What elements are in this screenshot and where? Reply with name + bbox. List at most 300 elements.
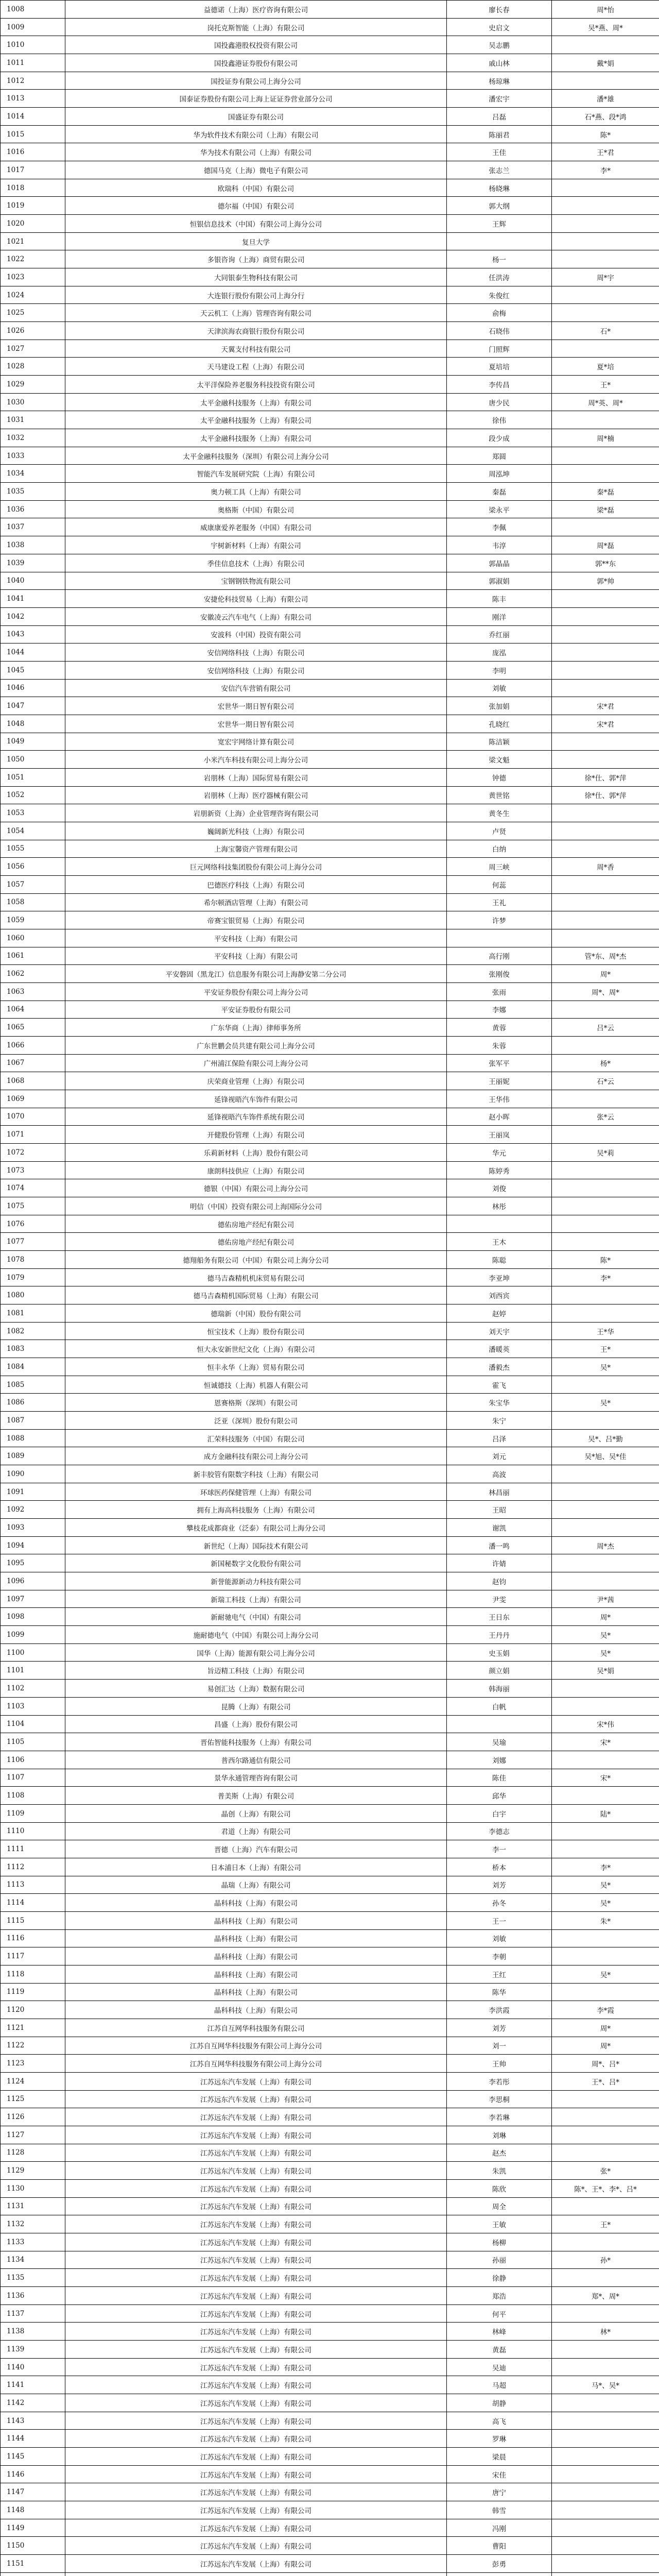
row-number: 1144 bbox=[1, 2430, 65, 2448]
company-name: 江苏远东汽车发展（上海）有限公司 bbox=[65, 2287, 447, 2305]
contact-name: 白宇 bbox=[447, 1804, 552, 1822]
contact-name: 潘一鸣 bbox=[447, 1536, 552, 1554]
company-name: 岩朋林（上海）医疗器械有限公司 bbox=[65, 786, 447, 804]
note bbox=[552, 2448, 659, 2466]
table-row bbox=[1, 1769, 659, 1787]
company-name: 江苏远东汽车发展（上海）有限公司 bbox=[65, 2341, 447, 2359]
note bbox=[552, 447, 659, 465]
contact-name: 彭勇 bbox=[447, 2555, 552, 2573]
table-row bbox=[1, 2572, 659, 2576]
note bbox=[552, 1787, 659, 1805]
contact-name: 韩海丽 bbox=[447, 1680, 552, 1698]
contact-name: 胡静 bbox=[447, 2394, 552, 2412]
table-row bbox=[1, 1501, 659, 1519]
table-row bbox=[1, 1215, 659, 1233]
note bbox=[552, 1036, 659, 1054]
company-name: 明信（中国）投资有限公司上海国际分公司 bbox=[65, 1197, 447, 1215]
contact-name: 尹雯 bbox=[447, 1590, 552, 1608]
row-number: 1122 bbox=[1, 2037, 65, 2055]
row-number: 1124 bbox=[1, 2072, 65, 2090]
row-number: 1061 bbox=[1, 947, 65, 965]
company-name: 平安证券股份有限公司 bbox=[65, 1001, 447, 1019]
note bbox=[552, 1519, 659, 1537]
row-number: 1049 bbox=[1, 733, 65, 751]
row-number: 1016 bbox=[1, 143, 65, 161]
row-number: 1125 bbox=[1, 2090, 65, 2108]
note: 王*华 bbox=[552, 1322, 659, 1340]
company-name: 江苏远东汽车发展（上海）有限公司 bbox=[65, 2465, 447, 2483]
table-row bbox=[1, 2269, 659, 2287]
row-number: 1024 bbox=[1, 286, 65, 304]
company-name: 恒丰永华（上海）贸易有限公司 bbox=[65, 1358, 447, 1376]
contact-name: 赵小晖 bbox=[447, 1108, 552, 1126]
row-number: 1116 bbox=[1, 1929, 65, 1947]
row-number: 1026 bbox=[1, 322, 65, 340]
note bbox=[552, 1412, 659, 1430]
row-number: 1086 bbox=[1, 1394, 65, 1412]
company-name: 江苏远东汽车发展（上海）有限公司 bbox=[65, 2376, 447, 2394]
company-name: 江苏远东汽车发展（上海）有限公司 bbox=[65, 2304, 447, 2323]
note: 王*、吕* bbox=[552, 2072, 659, 2090]
note bbox=[552, 1501, 659, 1519]
contact-name: 王一 bbox=[447, 1911, 552, 1929]
note bbox=[552, 643, 659, 662]
table-row bbox=[1, 250, 659, 268]
company-name: 江苏自互网华科技服务有限公司 bbox=[65, 2019, 447, 2037]
row-number: 1149 bbox=[1, 2519, 65, 2537]
contact-name: 陈丰 bbox=[447, 590, 552, 608]
contact-name: 陈华 bbox=[447, 1983, 552, 2001]
row-number: 1079 bbox=[1, 1268, 65, 1286]
table-row bbox=[1, 733, 659, 751]
contact-name: 廖长春 bbox=[447, 1, 552, 19]
row-number: 1094 bbox=[1, 1536, 65, 1554]
company-name: 日本浦日本（上海）有限公司 bbox=[65, 1858, 447, 1876]
note: 吴*旭、吴*佳 bbox=[552, 1447, 659, 1465]
table-row bbox=[1, 1036, 659, 1054]
company-name: 延锋视晤汽车饰件系统有限公司 bbox=[65, 1108, 447, 1126]
note: 吴* bbox=[552, 1894, 659, 1912]
table-row bbox=[1, 483, 659, 501]
company-name: 江苏远东汽车发展（上海）有限公司 bbox=[65, 2197, 447, 2215]
table-row bbox=[1, 1840, 659, 1858]
note: 吴* bbox=[552, 1643, 659, 1662]
table-row bbox=[1, 1358, 659, 1376]
note: 秦*磊 bbox=[552, 483, 659, 501]
table-row bbox=[1, 875, 659, 893]
company-name: 攀枝花成都商业（泛泰）有限公司上海分公司 bbox=[65, 1519, 447, 1537]
note: 徐*仕、郭*萍 bbox=[552, 768, 659, 786]
company-name: 施耐德电气（中国）有限公司上海分公司 bbox=[65, 1626, 447, 1644]
table-row bbox=[1, 2215, 659, 2233]
company-name: 益德诺（上海）医疗咨询有限公司 bbox=[65, 1, 447, 19]
row-number: 1045 bbox=[1, 661, 65, 679]
row-number: 1085 bbox=[1, 1376, 65, 1394]
table-row bbox=[1, 179, 659, 197]
table-row bbox=[1, 161, 659, 179]
company-name: 开健股份管理（上海）有限公司 bbox=[65, 1126, 447, 1144]
row-number: 1048 bbox=[1, 715, 65, 733]
note: 周*英、周* bbox=[552, 393, 659, 411]
note: 吴*娟 bbox=[552, 1662, 659, 1680]
row-number: 1023 bbox=[1, 268, 65, 286]
company-name: 宽宏宇网络计算有限公司 bbox=[65, 733, 447, 751]
company-name: 昌盛（上海）股份有限公司 bbox=[65, 1715, 447, 1733]
table-row bbox=[1, 36, 659, 54]
company-name: 国华（上海）能源有限公司上海分公司 bbox=[65, 1643, 447, 1662]
table-row bbox=[1, 697, 659, 715]
row-number: 1141 bbox=[1, 2376, 65, 2394]
company-name: 江苏远东汽车发展（上海）有限公司 bbox=[65, 2126, 447, 2144]
contact-name: 王辉 bbox=[447, 215, 552, 233]
contact-name: 段少成 bbox=[447, 429, 552, 447]
row-number: 1022 bbox=[1, 250, 65, 268]
company-name: 上海宝馨资产管理有限公司 bbox=[65, 840, 447, 858]
contact-name: 潘毅杰 bbox=[447, 1358, 552, 1376]
row-number: 1112 bbox=[1, 1858, 65, 1876]
note bbox=[552, 929, 659, 947]
company-name: 安捷伦科技贸易（上海）有限公司 bbox=[65, 590, 447, 608]
contact-name: 李明 bbox=[447, 661, 552, 679]
contact-name: 卢贤 bbox=[447, 822, 552, 840]
company-name: 宝钢钢铁物流有限公司 bbox=[65, 572, 447, 590]
table-row bbox=[1, 18, 659, 36]
contact-name: 周泓坤 bbox=[447, 465, 552, 483]
note: 管*东、周*杰 bbox=[552, 947, 659, 965]
table-row bbox=[1, 1072, 659, 1090]
contact-name: 徐伟 bbox=[447, 411, 552, 429]
table-row bbox=[1, 625, 659, 643]
contact-name: 宋佳 bbox=[447, 2465, 552, 2483]
table-row bbox=[1, 500, 659, 518]
row-number: 1052 bbox=[1, 786, 65, 804]
note bbox=[552, 2572, 659, 2576]
contact-name: 刘俊 bbox=[447, 1179, 552, 1197]
row-number: 1018 bbox=[1, 179, 65, 197]
contact-name: 郭淑娟 bbox=[447, 572, 552, 590]
note: 朱* bbox=[552, 1911, 659, 1929]
company-name: 恒宝技术（上海）股份有限公司 bbox=[65, 1322, 447, 1340]
note bbox=[552, 250, 659, 268]
row-number: 1069 bbox=[1, 1090, 65, 1108]
note bbox=[552, 2144, 659, 2162]
note: 陆* bbox=[552, 1804, 659, 1822]
contact-name: 赵杰 bbox=[447, 2144, 552, 2162]
note bbox=[552, 1680, 659, 1698]
contact-name: 何平 bbox=[447, 2304, 552, 2323]
table-row bbox=[1, 1019, 659, 1037]
company-name: 晶创（上海）有限公司 bbox=[65, 1804, 447, 1822]
contact-name: 林峰 bbox=[447, 2323, 552, 2341]
note bbox=[552, 893, 659, 911]
contact-name: 周三峡 bbox=[447, 858, 552, 876]
row-number: 1020 bbox=[1, 215, 65, 233]
row-number: 1028 bbox=[1, 358, 65, 376]
row-number: 1046 bbox=[1, 679, 65, 697]
contact-name: 白纳 bbox=[447, 840, 552, 858]
contact-name: 王华伟 bbox=[447, 1090, 552, 1108]
row-number: 1081 bbox=[1, 1304, 65, 1323]
row-number: 1036 bbox=[1, 500, 65, 518]
contact-name: 刘敏 bbox=[447, 1929, 552, 1947]
contact-name: 杨柳 bbox=[447, 2233, 552, 2251]
row-number: 1148 bbox=[1, 2501, 65, 2519]
table-row bbox=[1, 1126, 659, 1144]
table-row bbox=[1, 1697, 659, 1715]
company-name: 岩朋林（上海）国际贸易有限公司 bbox=[65, 768, 447, 786]
table-row bbox=[1, 268, 659, 286]
company-name: 巍阔新光科技（上海）有限公司 bbox=[65, 822, 447, 840]
company-name: 江苏远东汽车发展（上海）有限公司 bbox=[65, 2323, 447, 2341]
note: 吴* bbox=[552, 1965, 659, 1983]
row-number: 1130 bbox=[1, 2179, 65, 2197]
row-number: 1137 bbox=[1, 2304, 65, 2323]
note bbox=[552, 2430, 659, 2448]
contact-name: 邱华 bbox=[447, 1787, 552, 1805]
contact-name bbox=[447, 232, 552, 250]
contact-name: 张加娟 bbox=[447, 697, 552, 715]
row-number: 1146 bbox=[1, 2465, 65, 2483]
contact-name: 赵婷 bbox=[447, 1304, 552, 1323]
table-row bbox=[1, 1376, 659, 1394]
row-number: 1135 bbox=[1, 2269, 65, 2287]
table-row bbox=[1, 2197, 659, 2215]
note bbox=[552, 215, 659, 233]
table-row bbox=[1, 2126, 659, 2144]
contact-name: 郑浩 bbox=[447, 2287, 552, 2305]
contact-name: 孙丽 bbox=[447, 2251, 552, 2269]
row-number: 1019 bbox=[1, 197, 65, 215]
table-row bbox=[1, 54, 659, 72]
contact-name: 刘芳 bbox=[447, 1876, 552, 1894]
note bbox=[552, 1215, 659, 1233]
row-number: 1107 bbox=[1, 1769, 65, 1787]
contact-name: 朱凯 bbox=[447, 2162, 552, 2180]
table-row bbox=[1, 1787, 659, 1805]
table-row bbox=[1, 2448, 659, 2466]
contact-name: 杨晓琳 bbox=[447, 179, 552, 197]
table-row bbox=[1, 679, 659, 697]
note bbox=[552, 661, 659, 679]
contact-name: 郭晶晶 bbox=[447, 554, 552, 572]
table-row bbox=[1, 1090, 659, 1108]
company-name: 天马建设工程（上海）有限公司 bbox=[65, 358, 447, 376]
table-row bbox=[1, 1536, 659, 1554]
row-number: 1103 bbox=[1, 1697, 65, 1715]
table-row bbox=[1, 1626, 659, 1644]
company-name: 江苏远东汽车发展（上海）有限公司 bbox=[65, 2448, 447, 2466]
company-name: 恒大永安新世纪文化（上海）有限公司 bbox=[65, 1340, 447, 1358]
note bbox=[552, 2519, 659, 2537]
company-name: 新世纪（上海）国际技术有限公司 bbox=[65, 1536, 447, 1554]
row-number: 1089 bbox=[1, 1447, 65, 1465]
row-number: 1084 bbox=[1, 1358, 65, 1376]
note bbox=[552, 197, 659, 215]
row-number: 1136 bbox=[1, 2287, 65, 2305]
contact-name: 林彤 bbox=[447, 1197, 552, 1215]
table-row bbox=[1, 2001, 659, 2019]
contact-name: 任洪涛 bbox=[447, 268, 552, 286]
row-number: 1128 bbox=[1, 2144, 65, 2162]
table-row bbox=[1, 2501, 659, 2519]
row-number: 1053 bbox=[1, 804, 65, 822]
contact-name: 李若彤 bbox=[447, 2072, 552, 2090]
note: 陈* bbox=[552, 1251, 659, 1269]
row-number: 1113 bbox=[1, 1876, 65, 1894]
row-number: 1120 bbox=[1, 2001, 65, 2019]
contact-name: 王帅 bbox=[447, 2055, 552, 2073]
row-number: 1140 bbox=[1, 2358, 65, 2376]
row-number: 1139 bbox=[1, 2341, 65, 2359]
contact-name: 李洪霞 bbox=[447, 2001, 552, 2019]
note bbox=[552, 1126, 659, 1144]
row-number: 1129 bbox=[1, 2162, 65, 2180]
row-number: 1114 bbox=[1, 1894, 65, 1912]
note bbox=[552, 1983, 659, 2001]
note bbox=[552, 2197, 659, 2215]
note: 郑*、周* bbox=[552, 2287, 659, 2305]
company-name: 江苏远东汽车发展（上海）有限公司 bbox=[65, 2430, 447, 2448]
note bbox=[552, 1822, 659, 1840]
note bbox=[552, 840, 659, 858]
contact-name: 刘芳 bbox=[447, 2019, 552, 2037]
table-row bbox=[1, 661, 659, 679]
row-number: 1042 bbox=[1, 607, 65, 625]
note bbox=[552, 590, 659, 608]
table-row bbox=[1, 2430, 659, 2448]
note: 张*云 bbox=[552, 1108, 659, 1126]
note: 周*宇 bbox=[552, 268, 659, 286]
table-row bbox=[1, 215, 659, 233]
row-number: 1011 bbox=[1, 54, 65, 72]
row-number: 1131 bbox=[1, 2197, 65, 2215]
contact-name: 刘天宇 bbox=[447, 1322, 552, 1340]
contact-name: 陈洁颖 bbox=[447, 733, 552, 751]
contact-name: 刘琳 bbox=[447, 2126, 552, 2144]
row-number: 1145 bbox=[1, 2448, 65, 2466]
company-name: 新瑞工科技（上海）有限公司 bbox=[65, 1590, 447, 1608]
contact-name: 孔晓红 bbox=[447, 715, 552, 733]
table-row bbox=[1, 1554, 659, 1572]
company-name: 德佑房地产经纪有限公司 bbox=[65, 1233, 447, 1251]
row-number: 1121 bbox=[1, 2019, 65, 2037]
row-number: 1133 bbox=[1, 2233, 65, 2251]
table-row bbox=[1, 1251, 659, 1269]
row-number: 1102 bbox=[1, 1680, 65, 1698]
table-row bbox=[1, 2323, 659, 2341]
row-number: 1041 bbox=[1, 590, 65, 608]
company-name: 国投鑫港证券股份有限公司 bbox=[65, 54, 447, 72]
note bbox=[552, 1554, 659, 1572]
note bbox=[552, 2537, 659, 2555]
contact-name: 吴迪 bbox=[447, 2358, 552, 2376]
contact-name: 吕磊 bbox=[447, 108, 552, 126]
row-number: 1118 bbox=[1, 1965, 65, 1983]
note bbox=[552, 2483, 659, 2501]
row-number: 1058 bbox=[1, 893, 65, 911]
note: 周* bbox=[552, 965, 659, 983]
contact-name: 王红 bbox=[447, 1965, 552, 1983]
company-name: 国投证券有限公司上海分公司 bbox=[65, 72, 447, 90]
table-row bbox=[1, 1947, 659, 1965]
row-number: 1082 bbox=[1, 1322, 65, 1340]
contact-name: 王丹丹 bbox=[447, 1626, 552, 1644]
table-row bbox=[1, 1322, 659, 1340]
table-row bbox=[1, 2394, 659, 2412]
table-body bbox=[1, 1, 659, 2576]
contact-name: 俞梅 bbox=[447, 304, 552, 322]
row-number: 1063 bbox=[1, 982, 65, 1001]
table-row bbox=[1, 1394, 659, 1412]
contact-name: 吴志鹏 bbox=[447, 36, 552, 54]
note: 徐*仕、郭*萍 bbox=[552, 786, 659, 804]
contact-name: 陈佳 bbox=[447, 1769, 552, 1787]
row-number: 1055 bbox=[1, 840, 65, 858]
contact-name: 许婧 bbox=[447, 1554, 552, 1572]
company-name: 欧瑞科（中国）有限公司 bbox=[65, 179, 447, 197]
contact-name: 刘元 bbox=[447, 1447, 552, 1465]
note bbox=[552, 411, 659, 429]
note: 宋*君 bbox=[552, 715, 659, 733]
company-name: 晶瑞（上海）有限公司 bbox=[65, 1876, 447, 1894]
company-name: 普西尔路通信有限公司 bbox=[65, 1751, 447, 1769]
company-name: 江苏远东汽车发展（上海）有限公司 bbox=[65, 2501, 447, 2519]
row-number: 1075 bbox=[1, 1197, 65, 1215]
contact-name: 韦淳 bbox=[447, 536, 552, 554]
company-name: 江苏远东汽车发展（上海）有限公司 bbox=[65, 2251, 447, 2269]
contact-name: 黄蓉 bbox=[447, 1019, 552, 1037]
company-name: 晶科科技（上海）有限公司 bbox=[65, 2001, 447, 2019]
company-name: 汇荣科技服务（中国）有限公司 bbox=[65, 1429, 447, 1447]
table-row bbox=[1, 554, 659, 572]
company-name: 景华永通管理咨询有限公司 bbox=[65, 1769, 447, 1787]
note bbox=[552, 518, 659, 536]
table-row bbox=[1, 2412, 659, 2430]
note: 张* bbox=[552, 2162, 659, 2180]
contact-name: 何蕊 bbox=[447, 875, 552, 893]
table-row bbox=[1, 715, 659, 733]
row-number: 1066 bbox=[1, 1036, 65, 1054]
table-row bbox=[1, 1715, 659, 1733]
note bbox=[552, 607, 659, 625]
company-name: 广州浦江保险有限公司上海分公司 bbox=[65, 1054, 447, 1072]
company-name: 奥力顿工具（上海）有限公司 bbox=[65, 483, 447, 501]
table-row bbox=[1, 286, 659, 304]
contact-name: 陈婷秀 bbox=[447, 1161, 552, 1179]
contact-name: 门照辉 bbox=[447, 340, 552, 358]
contact-name: 刘一 bbox=[447, 2037, 552, 2055]
company-name: 安徽凌云汽车电气（上海）有限公司 bbox=[65, 607, 447, 625]
note bbox=[552, 1233, 659, 1251]
note: 宋*君 bbox=[552, 697, 659, 715]
row-number: 1017 bbox=[1, 161, 65, 179]
row-number: 1093 bbox=[1, 1519, 65, 1537]
note: 王* bbox=[552, 1340, 659, 1358]
note bbox=[552, 1286, 659, 1304]
row-number: 1111 bbox=[1, 1840, 65, 1858]
row-number: 1057 bbox=[1, 875, 65, 893]
contact-name: 唐少民 bbox=[447, 393, 552, 411]
company-name: 复旦大学 bbox=[65, 232, 447, 250]
note bbox=[552, 72, 659, 90]
note bbox=[552, 733, 659, 751]
company-name: 恒诚德技（上海）机器人有限公司 bbox=[65, 1376, 447, 1394]
contact-name: 徐静 bbox=[447, 2269, 552, 2287]
company-name: 太平金融科技服务（上海）有限公司 bbox=[65, 393, 447, 411]
table-row bbox=[1, 1447, 659, 1465]
note: 周* bbox=[552, 2037, 659, 2055]
note: 潘*雄 bbox=[552, 90, 659, 108]
